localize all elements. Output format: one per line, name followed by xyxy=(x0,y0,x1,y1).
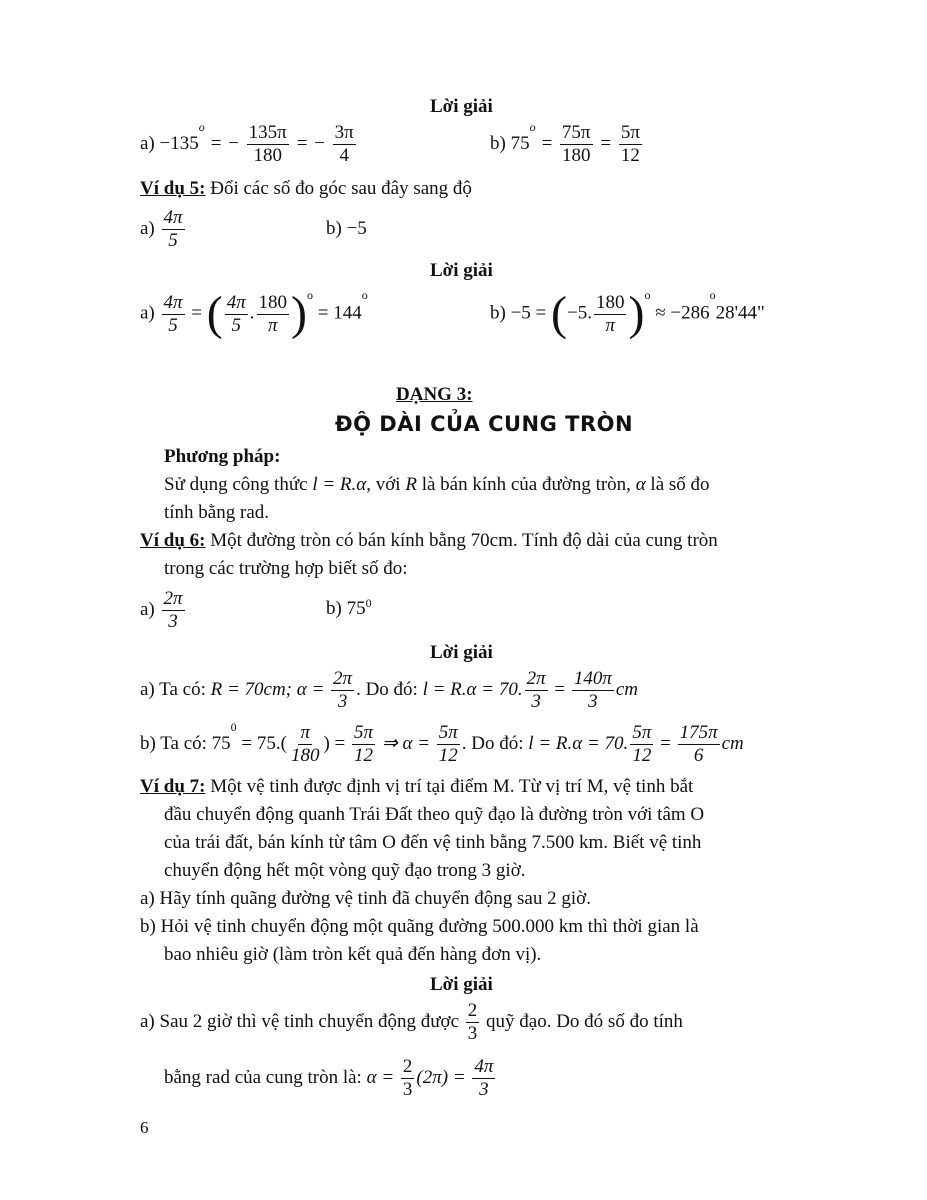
unit: cm xyxy=(721,732,744,754)
ex6-statement xyxy=(140,530,718,552)
ex5-a xyxy=(140,207,187,252)
method-line-2: tính bằng rad. xyxy=(164,502,270,523)
ex7-question-a: a) Hãy tính quãng đường vệ tinh đã chuyển động sau 2 giờ. xyxy=(140,888,591,909)
numerator: 4π xyxy=(474,1056,494,1077)
formula: l = R.α = 70. xyxy=(422,678,523,700)
method-line-1 xyxy=(164,474,710,496)
denominator: 5 xyxy=(231,314,242,336)
ex6-b: b) $75^0$ xyxy=(326,596,372,619)
text: . Do đó: xyxy=(356,678,418,700)
numerator: 2π xyxy=(163,588,183,609)
value: 75 xyxy=(211,732,231,754)
ex5-solution-b: b) −5 = (−5. $\frac{180}{\pi}$ )$^o \approx -286^o28'44$" xyxy=(490,287,765,340)
numerator: 5π xyxy=(620,122,640,143)
denominator: 5 xyxy=(168,314,178,336)
numerator: 3π xyxy=(334,122,354,143)
variable: α xyxy=(635,474,646,495)
label: b) xyxy=(326,598,342,619)
numerator: 2 xyxy=(467,1000,478,1021)
page-number: 6 xyxy=(140,1118,149,1137)
denominator: 180 xyxy=(290,745,320,766)
numerator: 180 xyxy=(258,291,288,313)
numerator: 2π xyxy=(333,668,353,689)
numerator: 75π xyxy=(561,122,591,143)
numerator: 5π xyxy=(354,722,374,743)
ex5-b xyxy=(326,218,367,240)
example-text: Đổi các số đo góc sau đây sang độ xyxy=(210,178,472,199)
numerator: 4π xyxy=(226,291,246,313)
numerator: 5π xyxy=(632,722,652,743)
denominator: 12 xyxy=(632,745,652,766)
denominator: 3 xyxy=(337,691,348,712)
section-label: DẠNG 3: xyxy=(396,384,473,405)
text: Sử dụng công thức xyxy=(164,474,308,495)
ex7-statement xyxy=(140,776,693,798)
method-label: Phương pháp: xyxy=(164,446,281,467)
numerator: 2 xyxy=(402,1056,413,1077)
label: b) xyxy=(490,302,506,324)
solution-heading: Lời giải xyxy=(430,974,493,995)
numerator: 4π xyxy=(163,291,183,313)
denominator: 3 xyxy=(479,1079,489,1100)
example-title: Ví dụ 7: xyxy=(140,776,206,797)
ex5-statement xyxy=(140,178,472,200)
unit: cm xyxy=(615,678,639,700)
text: b) Ta có: xyxy=(140,732,207,754)
ex6-solution-b: b) Ta có: $75^0 = 75$.( $\frac{\pi}{180}$ ) = $\frac{5\pi}{12}$ ⇒ α = $\frac{5\pi}{12}$ . Do đó: l = R.α = 70. $\frac{5\pi}{12}$ = $\frac{175\pi}{6}$ cm xyxy=(140,720,744,766)
result: = 144 xyxy=(317,302,362,324)
ex7-line-3: của trái đất, bán kính từ tâm O đến vệ tinh bằng 7.500 km. Biết vệ tinh xyxy=(164,832,702,853)
text: quỹ đạo. Do đó số đo tính xyxy=(486,1010,683,1032)
ex5-solution-a: a) $\frac{4\pi}{5}$ = ( $\frac{4\pi}{5}$ . $\frac{180}{\pi}$ )$^o = 144^o$ xyxy=(140,287,368,340)
ex6-statement-2: trong các trường hợp biết số đo: xyxy=(164,558,408,579)
denominator: 12 xyxy=(438,745,458,766)
formula: α = xyxy=(366,1066,395,1088)
denominator: 3 xyxy=(168,611,178,632)
ex6-solution-a: a) Ta có: R = 70cm; α = $\frac{2\pi}{3}$ . Do đó: l = R.α = 70. $\frac{2\pi}{3}$ = $\frac{140\pi}{3}$ cm xyxy=(140,668,639,712)
label: a) xyxy=(140,598,155,620)
ex6-a xyxy=(140,588,187,633)
result: ≈ −286 xyxy=(655,302,710,324)
value: −135 xyxy=(159,132,199,154)
solution-heading: Lời giải xyxy=(430,642,493,663)
value: −5 = xyxy=(510,302,547,324)
numerator: 4π xyxy=(163,207,183,228)
value: 75 xyxy=(346,598,366,619)
denominator: 12 xyxy=(354,745,374,766)
denominator: 5 xyxy=(168,230,178,251)
label: b) xyxy=(326,218,342,239)
numerator: 175π xyxy=(679,722,718,743)
value: 75 xyxy=(510,132,530,154)
denominator: 180 xyxy=(253,145,282,166)
solution-heading: Lời giải xyxy=(430,260,493,281)
ex4-solution-b: b) $75^o$ = $\frac{75\pi}{180}$ = $\frac{5\pi}{12}$ xyxy=(490,120,640,166)
ex7-line-2: đầu chuyển động quanh Trái Đất theo quỹ đạo là đường tròn với tâm O xyxy=(164,804,705,825)
label: a) xyxy=(140,132,155,154)
text: là số đo xyxy=(650,474,710,495)
label: a) xyxy=(140,302,155,324)
ex7-solution-a xyxy=(140,1000,683,1045)
numerator: 140π xyxy=(573,668,612,689)
example-title: Ví dụ 6: xyxy=(140,530,206,551)
ex7-question-b: b) Hỏi vệ tinh chuyển động một quãng đường 500.000 km thì thời gian là xyxy=(140,916,699,937)
numerator: π xyxy=(300,722,310,743)
formula: R = 70cm; α = xyxy=(210,678,325,700)
text: a) Sau 2 giờ thì vệ tinh chuyển động được xyxy=(140,1010,460,1032)
formula: l = R.α = 70. xyxy=(528,732,629,754)
numerator: 5π xyxy=(438,722,458,743)
section-title: ĐỘ DÀI CỦA CUNG TRÒN xyxy=(335,412,634,436)
denominator: 12 xyxy=(620,145,640,166)
example-title: Ví dụ 5: xyxy=(140,178,206,199)
ex4-solution-a: $a) -135^o$ = − $\frac{135\pi}{180}$ = − $\frac{3\pi}{4}$ xyxy=(140,120,354,166)
formula: ⇒ α = xyxy=(381,732,431,754)
text: là bán kính của đường tròn, xyxy=(421,474,631,495)
value: −5. xyxy=(567,302,592,324)
example-text: Một đường tròn có bán kính bằng 70cm. Tính độ dài của cung tròn xyxy=(210,530,718,551)
numerator: 2π xyxy=(526,668,546,689)
denominator: 6 xyxy=(693,745,704,766)
denominator: 3 xyxy=(588,691,598,712)
numerator: 180 xyxy=(595,291,625,313)
text: . Do đó: xyxy=(461,732,524,754)
solution-heading: Lời giải xyxy=(430,96,493,117)
ex7-question-b-2: bao nhiêu giờ (làm tròn kết quả đến hàng đơn vị). xyxy=(164,944,542,965)
numerator: 135π xyxy=(248,122,287,143)
formula: ) = xyxy=(323,732,346,754)
denominator: π xyxy=(605,314,615,336)
denominator: 3 xyxy=(467,1023,478,1044)
denominator: 3 xyxy=(402,1079,413,1100)
denominator: 4 xyxy=(339,145,349,166)
denominator: π xyxy=(268,314,278,336)
ex7-line-4: chuyển động hết một vòng quỹ đạo trong 3 giờ. xyxy=(164,860,526,881)
formula: l = R.α xyxy=(312,474,367,495)
text: a) Ta có: xyxy=(140,678,206,700)
text: , với xyxy=(366,474,401,495)
ex7-solution-a-2 xyxy=(164,1056,497,1101)
text: bằng rad của cung tròn là: xyxy=(164,1066,362,1088)
denominator: 3 xyxy=(531,691,541,712)
formula: (2π) = xyxy=(416,1066,466,1088)
label: b) xyxy=(490,132,506,154)
result-tail: 28'44" xyxy=(715,302,765,324)
variable: R xyxy=(405,474,417,495)
value: −5 xyxy=(346,218,367,239)
label: a) xyxy=(140,217,155,239)
example-text: Một vệ tinh được định vị trí tại điểm M. Từ vị trí M, vệ tinh bắt xyxy=(210,776,694,797)
denominator: 180 xyxy=(561,145,591,166)
formula: = 75.( xyxy=(241,732,287,754)
